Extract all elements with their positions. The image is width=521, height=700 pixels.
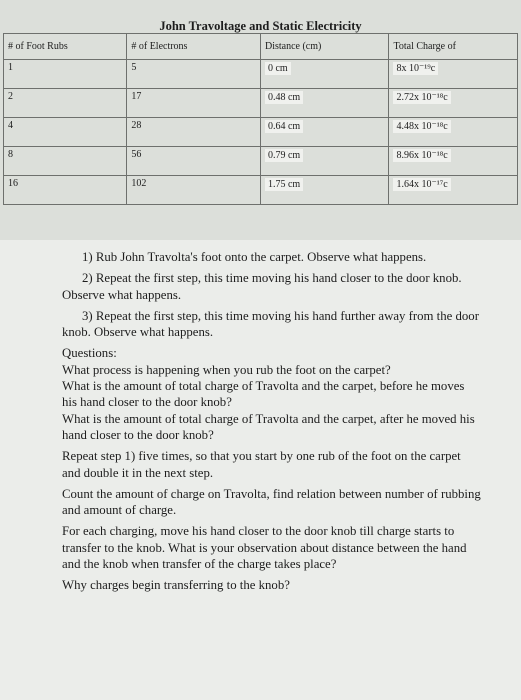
table-row xyxy=(4,60,518,89)
cell-distance xyxy=(260,176,389,205)
header-total-charge: Total Charge of xyxy=(389,34,518,60)
cell-distance-value: 0.48 cm xyxy=(265,91,303,104)
table-row xyxy=(4,118,518,147)
cell-electrons: 102 xyxy=(127,176,261,205)
header-distance: Distance (cm) xyxy=(260,34,389,60)
cell-distance xyxy=(260,60,389,89)
cell-distance xyxy=(260,147,389,176)
cell-distance xyxy=(260,89,389,118)
cell-electrons: 17 xyxy=(127,89,261,118)
cell-charge-value: 1.64x 10⁻¹⁷c xyxy=(393,178,450,191)
question-4: Repeat step 1) five times, so that you start by one rub of the foot on the carpet and double it in the next step. xyxy=(62,449,461,480)
cell-total-charge xyxy=(389,89,518,118)
instruction-step-1: 1) Rub John Travolta's foot onto the carpet. Observe what happens. xyxy=(82,250,427,264)
table-title: John Travoltage and Static Electricity xyxy=(159,19,362,33)
cell-total-charge xyxy=(389,176,518,205)
cell-foot-rubs: 1 xyxy=(4,60,127,89)
cell-distance-value: 1.75 cm xyxy=(265,178,303,191)
cell-foot-rubs: 16 xyxy=(4,176,127,205)
table-row xyxy=(4,176,518,205)
question-1: What process is happening when you rub the foot on the carpet? xyxy=(62,362,391,377)
cell-charge-value: 4.48x 10⁻¹⁸c xyxy=(393,120,450,133)
cell-electrons: 28 xyxy=(127,118,261,147)
cell-distance-value: 0 cm xyxy=(265,62,291,75)
instruction-step-3: 3) Repeat the first step, this time moving his hand further away from the door knob. Observe what happens. xyxy=(62,308,479,340)
cell-charge-value: 8.96x 10⁻¹⁸c xyxy=(393,149,450,162)
question-6: For each charging, move his hand closer to the door knob till charge starts to transfer to the knob. What is your observation about distance between the hand and the knob when transfer of the charge takes place? xyxy=(62,524,467,572)
cell-foot-rubs: 8 xyxy=(4,147,127,176)
table-header-row xyxy=(4,34,518,60)
question-3: What is the amount of total charge of Travolta and the carpet, after he moved his hand closer to the door knob? xyxy=(62,411,475,442)
header-foot-rubs: # of Foot Rubs xyxy=(4,34,127,60)
cell-distance-value: 0.64 cm xyxy=(265,120,303,133)
questions-heading: Questions: xyxy=(62,346,117,361)
cell-distance xyxy=(260,118,389,147)
instruction-step-2: 2) Repeat the first step, this time moving his hand closer to the door knob. Observe what happens. xyxy=(62,271,462,302)
question-7: Why charges begin transferring to the knob? xyxy=(62,578,290,593)
cell-total-charge xyxy=(389,118,518,147)
header-electrons: # of Electrons xyxy=(127,34,261,60)
data-table-photo xyxy=(0,0,521,240)
worksheet-text xyxy=(62,249,482,599)
data-table xyxy=(3,33,518,205)
table-row xyxy=(4,147,518,176)
cell-charge-value: 2.72x 10⁻¹⁸c xyxy=(393,91,450,104)
cell-electrons: 5 xyxy=(127,60,261,89)
question-5: Count the amount of charge on Travolta, find relation between number of rubbing and amount of charge. xyxy=(62,486,481,518)
cell-distance-value: 0.79 cm xyxy=(265,149,303,162)
table-row xyxy=(4,89,518,118)
cell-charge-value: 8x 10⁻¹⁹c xyxy=(393,62,438,75)
cell-total-charge xyxy=(389,147,518,176)
cell-foot-rubs: 4 xyxy=(4,118,127,147)
cell-foot-rubs: 2 xyxy=(4,89,127,118)
question-2: What is the amount of total charge of Travolta and the carpet, before he moves his hand closer to the door knob? xyxy=(62,379,465,410)
cell-total-charge xyxy=(389,60,518,89)
cell-electrons: 56 xyxy=(127,147,261,176)
